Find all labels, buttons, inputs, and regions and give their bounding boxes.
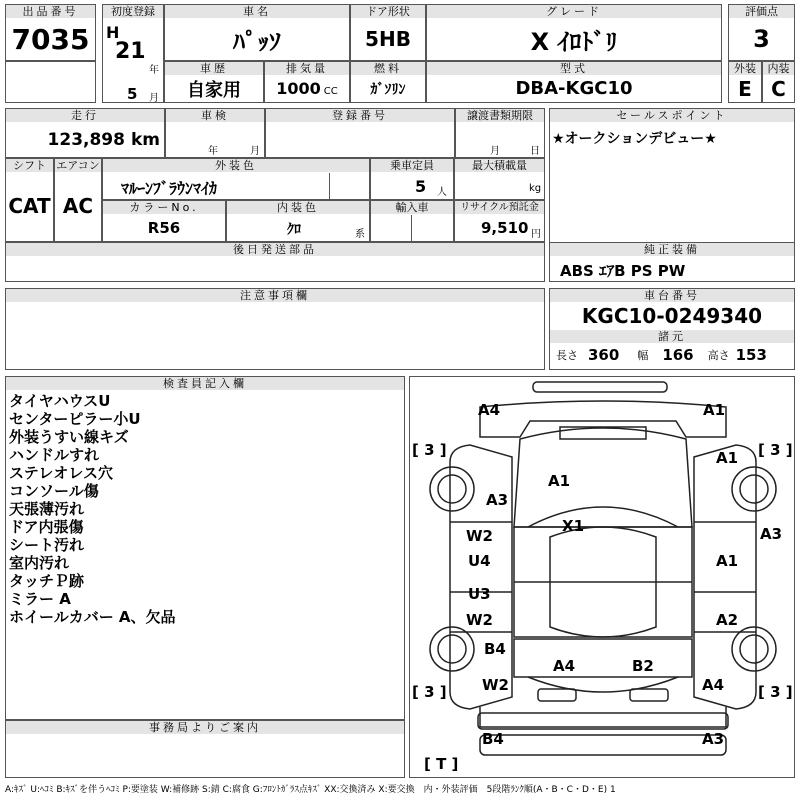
damage-mark: A2 [716, 611, 739, 629]
door-value: 5HB [365, 27, 411, 51]
damage-mark: U3 [468, 585, 491, 603]
inspector-line: タイヤハウスU [9, 392, 111, 410]
displacement-label: 排気量 [265, 62, 349, 75]
ac-label: エアコン [56, 159, 100, 172]
inspector-line: ドア内張傷 [9, 518, 84, 536]
lot-no-label: 出品番号 [6, 5, 95, 18]
transfer-box [455, 108, 545, 158]
damage-mark: A3 [486, 491, 509, 509]
model-box [426, 61, 722, 103]
damage-mark: U4 [468, 552, 491, 570]
chassis-value: KGC10-0249340 [581, 304, 763, 328]
specs-row [550, 343, 794, 367]
damage-mark: W2 [482, 676, 509, 694]
damage-mark: B4 [484, 640, 506, 658]
chassis-box [549, 288, 795, 370]
int-color-unit: 系 [355, 229, 365, 240]
inspection-label: 車検 [166, 109, 264, 122]
tire-rear-right: [ 3 ] [758, 683, 793, 701]
inspector-line: シート汚れ [9, 536, 85, 554]
seats-unit: 人 [437, 187, 447, 198]
mileage-label: 走行 [6, 109, 164, 122]
month-unit: 月 [149, 93, 159, 104]
grade-box [426, 4, 722, 61]
ac-value: AC [62, 194, 94, 218]
exterior-box [728, 61, 762, 103]
specs-label: 諸元 [550, 330, 794, 343]
interior-label: 内装 [763, 62, 794, 75]
import-box [370, 200, 454, 242]
damage-mark: A3 [760, 525, 783, 543]
first-reg-month: 5 [127, 85, 138, 103]
recycle-unit: 円 [531, 229, 541, 240]
height-label: 高さ [707, 349, 730, 362]
damage-mark: B2 [632, 657, 654, 675]
fuel-label: 燃料 [351, 62, 425, 75]
damage-mark: A3 [702, 730, 725, 748]
door-label: ドア形状 [351, 5, 425, 18]
history-box [164, 61, 264, 103]
length-value: 360 [588, 346, 620, 364]
damage-mark: A1 [703, 401, 726, 419]
lot-no-extra-box [5, 61, 96, 103]
inspector-line: ステレオレス穴 [9, 464, 113, 482]
score-label: 評価点 [729, 5, 794, 18]
inspector-line: 室内汚れ [9, 554, 70, 572]
color-no-box [102, 200, 226, 242]
ext-color-value: ﾏﾙｰﾝﾌﾞﾗｳﾝﾏｲｶ [121, 179, 218, 198]
sales-point-label: セールスポイント [550, 109, 794, 122]
damage-mark: A1 [548, 472, 571, 490]
first-reg-label: 初度登録 [103, 5, 163, 18]
first-reg-box [102, 4, 164, 103]
int-color-box [226, 200, 370, 242]
damage-mark: A1 [716, 449, 739, 467]
inspector-line: 天張薄汚れ [9, 500, 85, 518]
car-name-label: 車名 [165, 5, 349, 18]
mileage-row [6, 122, 164, 157]
recycle-label: リサイクル預託金 [455, 201, 544, 214]
color-no-label: カラーNo. [103, 201, 225, 214]
office-box [5, 720, 405, 778]
color-no-value: R56 [147, 218, 181, 237]
ac-box [54, 158, 102, 242]
damage-mark: A1 [716, 552, 739, 570]
import-sep [411, 215, 412, 242]
displacement-box [264, 61, 350, 103]
recycle-value: 9,510 [481, 219, 529, 237]
notes-box [5, 288, 545, 370]
interior-value: C [771, 76, 786, 101]
seats-box [370, 158, 454, 200]
chassis-label: 車台番号 [550, 289, 794, 302]
inspector-line: 外装うすい線キズ [9, 428, 129, 446]
door-box [350, 4, 426, 61]
inspector-line: ミラー A [9, 590, 71, 608]
ext-color-sep [329, 173, 330, 200]
sales-point-box [549, 108, 795, 256]
equipment-box [549, 242, 795, 282]
int-color-label: 内装色 [227, 201, 369, 214]
inspector-line: センターピラー小U [9, 410, 141, 428]
ext-color-label: 外装色 [103, 159, 369, 172]
shift-label: シフト [6, 159, 53, 172]
mileage-box [5, 108, 165, 158]
lot-no-box [5, 4, 96, 61]
fuel-box [350, 61, 426, 103]
inspector-list [6, 390, 404, 628]
fuel-value: ｶﾞｿﾘﾝ [370, 81, 406, 98]
damage-mark: X1 [562, 517, 585, 535]
max-load-box [454, 158, 545, 200]
tire-rear-left: [ 3 ] [412, 683, 447, 701]
displacement-row [265, 75, 349, 102]
inspector-line: ホイールカバー A、欠品 [9, 608, 176, 626]
damage-mark: A4 [702, 676, 725, 694]
exterior-value: E [738, 76, 752, 101]
seats-value: 5 [415, 177, 427, 196]
inspection-box [165, 108, 265, 158]
history-value: 自家用 [187, 79, 241, 101]
inspector-line: タッチＰ跡 [9, 572, 85, 590]
car-outline [410, 377, 796, 779]
score-value: 3 [753, 25, 770, 53]
transfer-label: 譲渡書類期限 [456, 109, 544, 122]
ext-color-box [102, 158, 370, 200]
recycle-box [454, 200, 545, 242]
inspector-line: コンソール傷 [9, 482, 99, 500]
displacement-value: 1000 [276, 79, 321, 98]
grade-value: X ｲﾛﾄﾞﾘ [530, 27, 618, 56]
width-label: 幅 [637, 349, 649, 362]
reg-no-box [265, 108, 455, 158]
transfer-month: 月 [490, 146, 500, 157]
damage-mark: A4 [478, 401, 501, 419]
era-letter: H [106, 23, 120, 42]
parts-label: 後日発送部品 [6, 243, 544, 256]
first-reg-year: 21 [115, 39, 146, 64]
tire-front-left: [ 3 ] [412, 441, 447, 459]
import-label: 輸入車 [371, 201, 453, 214]
damage-mark: A4 [553, 657, 576, 675]
damage-mark: W2 [466, 527, 493, 545]
length-label: 長さ [556, 349, 578, 362]
equipment-value: ABS ｴｱB PS PW [560, 262, 686, 280]
reg-no-label: 登録番号 [266, 109, 454, 122]
inspector-box [5, 376, 405, 720]
lot-no-value: 7035 [11, 22, 90, 56]
footer-legend: A:ｷｽﾞ U:ﾍｺﾐ B:ｷｽﾞを伴うﾍｺﾐ P:要塗装 W:補修跡 S:錆 C:腐食 G:ﾌﾛﾝﾄｶﾞﾗｽ点ｷｽﾞ XX:交換済み X:要交換 内・外装評価 5段階ﾗﾝｸ順(A・B・C・D・E) 1 [5, 785, 616, 795]
equipment-label: 純正装備 [550, 243, 794, 256]
car-name-box [164, 4, 350, 61]
grade-label: グレード [427, 5, 721, 18]
seats-label: 乗車定員 [371, 159, 453, 172]
max-load-label: 最大積載量 [455, 159, 544, 172]
year-unit: 年 [149, 65, 159, 76]
inspector-label: 検査員記入欄 [6, 377, 404, 390]
model-label: 型式 [427, 62, 721, 75]
interior-box [762, 61, 795, 103]
height-value: 153 [735, 346, 767, 364]
km-unit: km [130, 129, 160, 150]
cc-unit: CC [323, 86, 338, 97]
max-load-unit: kg [529, 183, 542, 194]
history-label: 車歴 [165, 62, 263, 75]
inspector-line: ハンドルすれ [9, 446, 100, 464]
office-label: 事務局よりご案内 [6, 721, 404, 734]
model-value: DBA-KGC10 [515, 78, 633, 99]
width-value: 166 [662, 346, 694, 364]
int-color-value: ｸﾛ [287, 222, 301, 238]
score-box [728, 4, 795, 61]
sales-point-value: ★オークションデビュー★ [552, 131, 717, 147]
car-name-value: ﾊﾟｯｿ [233, 27, 281, 56]
car-diagram [409, 376, 795, 778]
exterior-label: 外装 [729, 62, 761, 75]
spare-tire: [ T ] [424, 755, 459, 773]
notes-label: 注意事項欄 [6, 289, 544, 302]
shift-value: CAT [8, 194, 51, 218]
parts-box [5, 242, 545, 282]
tire-front-right: [ 3 ] [758, 441, 793, 459]
damage-mark: B4 [482, 730, 504, 748]
damage-mark: W2 [466, 611, 493, 629]
transfer-day: 日 [530, 146, 540, 157]
shift-box [5, 158, 54, 242]
insp-year-unit: 年 [208, 146, 218, 157]
mileage-value: 123,898 [47, 129, 125, 150]
insp-month-unit: 月 [250, 146, 260, 157]
